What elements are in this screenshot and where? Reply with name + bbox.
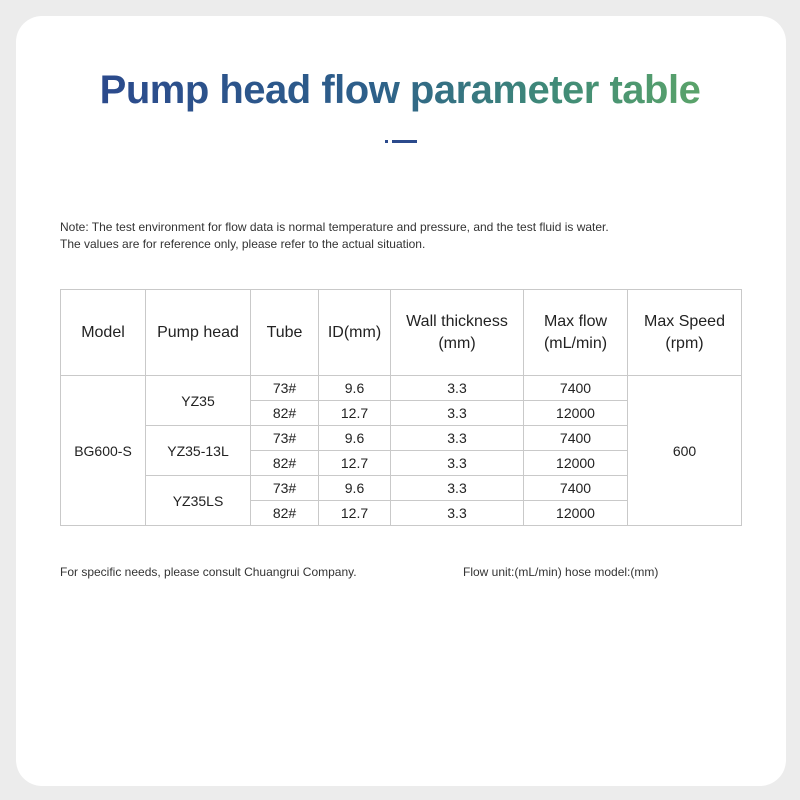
header-model: Model	[61, 290, 146, 376]
header-pump-head: Pump head	[146, 290, 251, 376]
flow-cell: 7400	[524, 476, 628, 501]
wall-cell: 3.3	[391, 401, 524, 426]
page-title: Pump head flow parameter table	[99, 68, 701, 112]
wall-cell: 3.3	[391, 426, 524, 451]
wall-cell: 3.3	[391, 476, 524, 501]
header-max-flow: Max flow (mL/min)	[524, 290, 628, 376]
table-row	[61, 376, 742, 401]
id-cell: 12.7	[319, 501, 391, 526]
id-cell: 12.7	[319, 401, 391, 426]
tube-cell: 73#	[251, 426, 319, 451]
header-wall-thickness: Wall thickness (mm)	[391, 290, 524, 376]
max-speed-cell: 600	[628, 376, 742, 526]
note-line-2: The values are for reference only, please refer to the actual situation.	[60, 237, 426, 251]
flow-cell: 7400	[524, 426, 628, 451]
tube-cell: 82#	[251, 401, 319, 426]
header-max-speed: Max Speed (rpm)	[628, 290, 742, 376]
pump-head-cell: YZ35-13L	[146, 426, 251, 476]
table-header-row	[61, 290, 742, 376]
id-cell: 9.6	[319, 426, 391, 451]
pump-head-cell: YZ35	[146, 376, 251, 426]
id-cell: 9.6	[319, 376, 391, 401]
tube-cell: 82#	[251, 451, 319, 476]
wall-cell: 3.3	[391, 376, 524, 401]
divider-dot	[385, 140, 388, 143]
footer-units-note: Flow unit:(mL/min) hose model:(mm)	[463, 565, 659, 579]
wall-cell: 3.3	[391, 451, 524, 476]
divider-bar	[392, 140, 417, 143]
note-line-1: Note: The test environment for flow data is normal temperature and pressure, and the test fluid is water.	[60, 220, 609, 234]
header-id: ID(mm)	[319, 290, 391, 376]
tube-cell: 82#	[251, 501, 319, 526]
model-cell: BG600-S	[61, 376, 146, 526]
id-cell: 12.7	[319, 451, 391, 476]
note-text	[60, 219, 750, 253]
footer-consult-note: For specific needs, please consult Chuangrui Company.	[60, 565, 357, 579]
flow-cell: 7400	[524, 376, 628, 401]
pump-head-cell: YZ35LS	[146, 476, 251, 526]
flow-cell: 12000	[524, 401, 628, 426]
flow-cell: 12000	[524, 451, 628, 476]
flow-cell: 12000	[524, 501, 628, 526]
wall-cell: 3.3	[391, 501, 524, 526]
tube-cell: 73#	[251, 376, 319, 401]
tube-cell: 73#	[251, 476, 319, 501]
id-cell: 9.6	[319, 476, 391, 501]
flow-parameter-table	[60, 289, 742, 526]
header-tube: Tube	[251, 290, 319, 376]
